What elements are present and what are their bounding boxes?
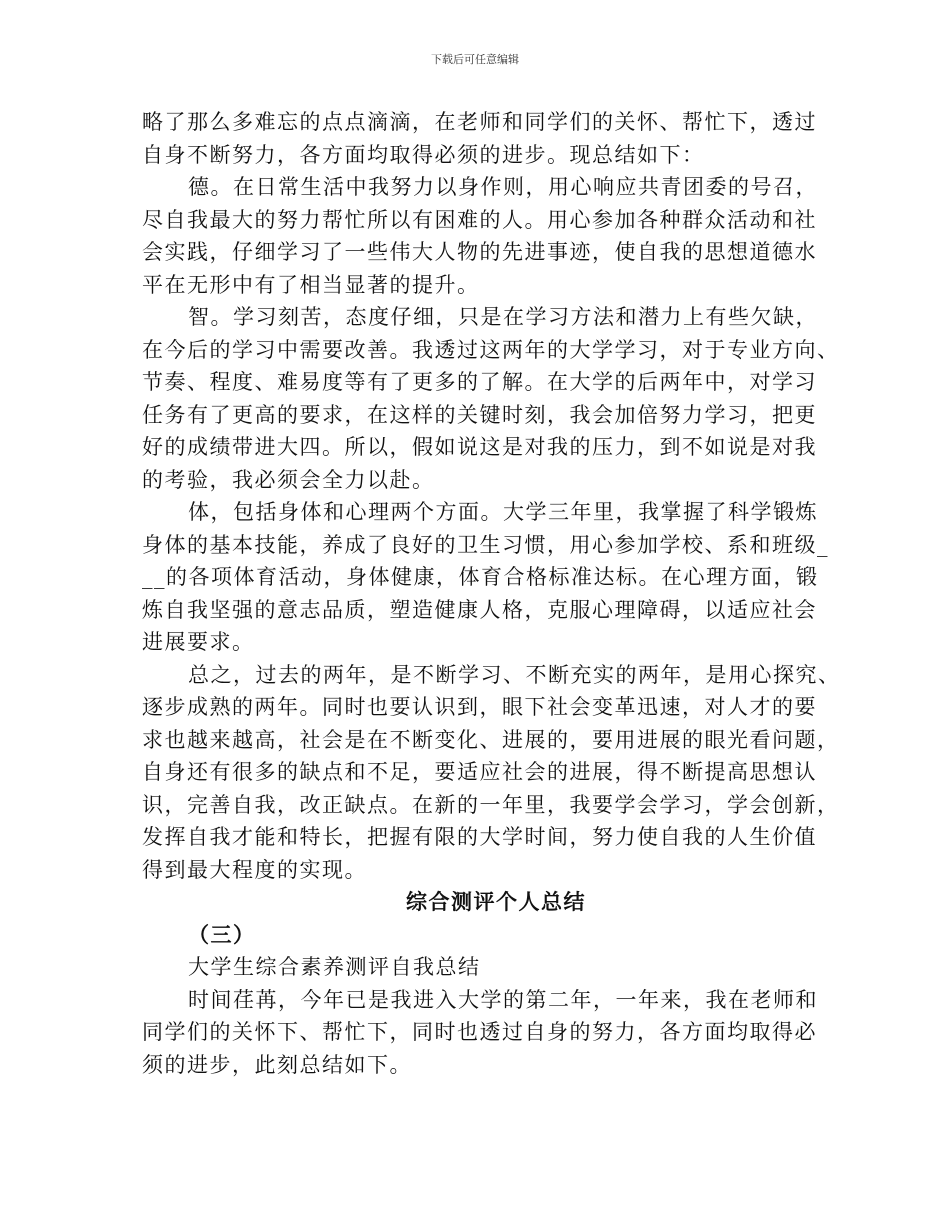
text-line: 识，完善自我，改正缺点。在新的一年里，我要学会学习，学会创新， xyxy=(142,792,840,817)
paragraph-first-line: 时间荏苒，今年已是我进入大学的第二年，一年来，我在老师和 xyxy=(188,987,818,1012)
text-line: 发挥自我才能和特长，把握有限的大学时间，努力使自我的人生价值 xyxy=(142,825,817,849)
section-number: （三） xyxy=(188,921,256,947)
text-line: 自身还有很多的缺点和不足，要适应社会的进展，得不断提高思想认 xyxy=(142,760,817,784)
text-line: 略了那么多难忘的点点滴滴，在老师和同学们的关怀、帮忙下，透过 xyxy=(142,110,817,134)
text-line: 进展要求。 xyxy=(142,630,255,654)
text-line: 平在无形中有了相当显著的提升。 xyxy=(142,272,480,297)
text-line: 好的成绩带进大四。所以，假如说这是对我的压力，到不如说是对我 xyxy=(142,435,817,459)
text-line: 须的进步，此刻总结如下。 xyxy=(142,1052,412,1077)
section-title: 综合测评个人总结 xyxy=(406,889,586,914)
text-line: 节奏、程度、难易度等有了更多的了解。在大学的后两年中，对学习 xyxy=(142,370,817,394)
text-line: 的考验，我必须会全力以赴。 xyxy=(142,467,435,492)
text-line: 逐步成熟的两年。同时也要认识到，眼下社会变革迅速，对人才的要 xyxy=(142,695,817,719)
document-body xyxy=(142,106,841,1081)
text-line: 在今后的学习中需要改善。我透过这两年的大学学习，对于专业方向、 xyxy=(142,337,840,362)
text-line: 身体的基本技能，养成了良好的卫生习惯，用心参加学校、系和班级_ xyxy=(142,532,829,557)
paragraph-first-line: 智。学习刻苦，态度仔细，只是在学习方法和潜力上有些欠缺， xyxy=(188,305,818,329)
text-line: 尽自我最大的努力帮忙所以有困难的人。用心参加各种群众活动和社 xyxy=(142,207,817,232)
text-line: 炼自我坚强的意志品质，塑造健康人格，克服心理障碍，以适应社会 xyxy=(142,597,817,622)
text-line: 同学们的关怀下、帮忙下，同时也透过自身的努力，各方面均取得必 xyxy=(142,1020,817,1044)
text-line: 自身不断努力，各方面均取得必须的进步。现总结如下： xyxy=(142,142,705,167)
paragraph-first-line: 大学生综合素养测评自我总结 xyxy=(188,955,481,979)
paragraph-first-line: 德。在日常生活中我努力以身作则，用心响应共青团委的号召， xyxy=(188,175,818,199)
text-line: 会实践，仔细学习了一些伟大人物的先进事迹，使自我的思想道德水 xyxy=(142,240,817,264)
paragraph-first-line: 总之，过去的两年，是不断学习、不断充实的两年，是用心探究、 xyxy=(188,662,841,687)
page-header: 下载后可任意编辑 xyxy=(431,53,519,66)
text-line: 任务有了更高的要求，在这样的关键时刻，我会加倍努力学习，把更 xyxy=(142,402,817,427)
text-line: __的各项体育活动，身体健康，体育合格标准达标。在心理方面，锻 xyxy=(142,565,819,589)
text-line: 得到最大程度的实现。 xyxy=(142,857,367,882)
paragraph-first-line: 体，包括身体和心理两个方面。大学三年里，我掌握了科学锻炼 xyxy=(188,500,818,524)
text-line: 求也越来越高，社会是在不断变化、进展的，要用进展的眼光看问题， xyxy=(142,727,840,752)
